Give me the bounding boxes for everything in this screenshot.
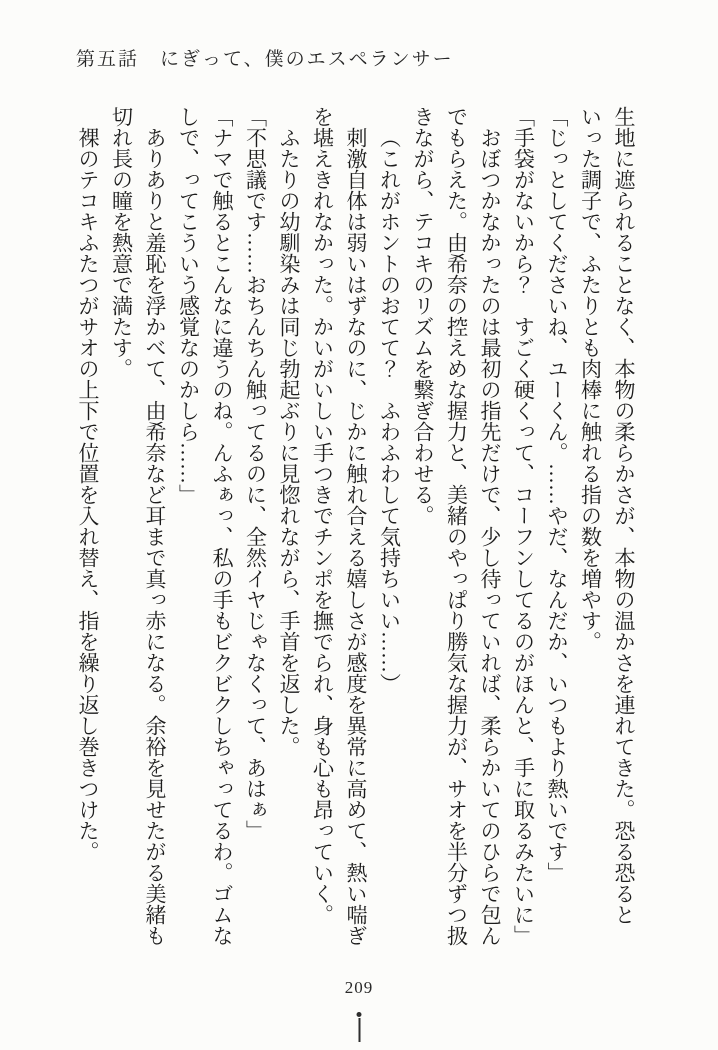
center-fold-mark — [357, 1012, 362, 1042]
text-column: 切れ長の瞳を熱意で満たす。 — [109, 106, 134, 379]
text-column: 刺激自体は弱いはずなのに、じかに触れ合える嬉しさが感度を異常に高めて、熱い喘ぎ — [344, 127, 368, 946]
text-column: ふたりの幼馴染みは同じ勃起ぶりに見惚れながら、手首を返した。 — [277, 127, 301, 757]
text-column: 「手袋がないから？ すごく硬くって、コーフンしてるのがほんと、手に取るみたいに」 — [511, 106, 536, 946]
text-column: いった調子で、ふたりとも肉棒に触れる指の数を増やす。 — [578, 106, 603, 652]
text-column: を堪えきれなかった。かいがいしい手つきでチンポを撫でられ、身も心も昂っていく。 — [310, 106, 335, 925]
text-column: きながら、テコキのリズムを繋ぎ合わせる。 — [411, 106, 435, 526]
text-column: 「じっとしてくださいね、ユーくん。……やだ、なんだか、いつもより熱いです」 — [545, 106, 569, 883]
text-column: おぼつかなかったのは最初の指先だけで、少し待っていれば、柔らかいてのひらで包ん — [478, 127, 502, 946]
page-number: 209 — [344, 978, 374, 997]
text-column: 「不思議です……おちんちん触ってるのに、全然イヤじゃなくって、あはぁ」 — [243, 106, 268, 841]
fold-bar-icon — [358, 1018, 360, 1042]
text-column: （これがホントのおてて？ ふわふわして気持ちいい……） — [377, 127, 402, 694]
text-column: ありありと羞恥を浮かべて、由希奈など耳まで真っ赤になる。余裕を見せたがる美緒も — [143, 127, 167, 946]
chapter-heading: 第五話 にぎって、僕のエスペランサー — [76, 49, 454, 70]
text-column: 裸のテコキふたつがサオの上下で位置を入れ替え、指を繰り返し巻きつけた。 — [76, 127, 100, 862]
text-column: しで、ってこういう感覚なのかしら……」 — [176, 106, 201, 505]
text-column: 生地に遮られることなく、本物の柔らかさが、本物の温かさを連れてきた。恐る恐ると — [612, 106, 636, 925]
body-text — [62, 106, 640, 956]
text-column: 「ナマで触るとこんなに違うのね。んふぁっ、私の手もビクビクしちゃってるわ。ゴムな — [210, 106, 234, 946]
text-column: でもらえた。由希奈の控えめな握力と、美緒のやっぱり勝気な握力が、サオを半分ずつ扱 — [444, 106, 469, 946]
fold-dot-icon — [357, 1012, 362, 1017]
